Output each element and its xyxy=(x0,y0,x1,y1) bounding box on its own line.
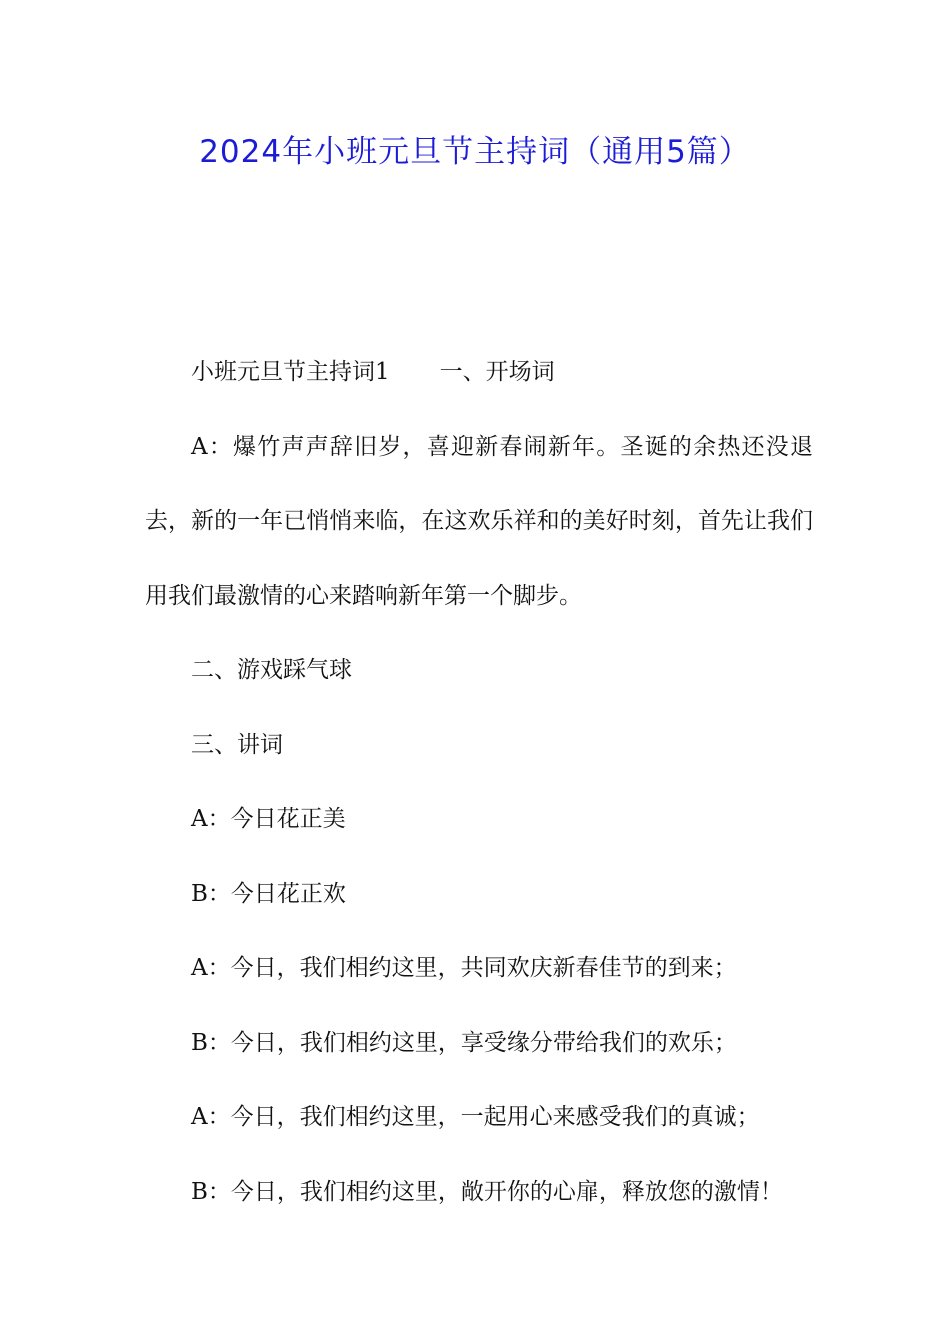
paragraph: 三、讲词 xyxy=(191,731,283,758)
paragraph: B：今日，我们相约这里，享受缘分带给我们的欢乐； xyxy=(191,1029,737,1056)
paragraph: A：今日花正美 xyxy=(191,806,346,832)
paragraph: 二、游戏踩气球 xyxy=(191,657,352,683)
section-heading-line xyxy=(145,335,813,410)
paragraph: A：今日，我们相约这里，一起用心来感受我们的真诚； xyxy=(191,1104,760,1130)
paragraph: A：今日，我们相约这里，共同欢庆新春佳节的到来； xyxy=(191,955,737,981)
document-title: 2024年小班元旦节主持词（通用5篇） xyxy=(199,134,751,170)
paragraph: B：今日，我们相约这里，敞开你的心扉，释放您的激情！ xyxy=(191,1178,783,1205)
paragraph-opening-label: 一、开场词 xyxy=(439,359,555,385)
document-body xyxy=(145,335,813,1229)
section-heading: 小班元旦节主持词1 xyxy=(191,359,390,385)
paragraph: A：爆竹声声辞旧岁，喜迎新春闹新年。圣诞的余热还没退去，新的一年已悄悄来临，在这欢乐祥和的美好时刻，首先让我们用我们最激情的心来踏响新年第一个脚步。 xyxy=(145,433,813,609)
paragraph: B：今日花正欢 xyxy=(191,880,346,907)
